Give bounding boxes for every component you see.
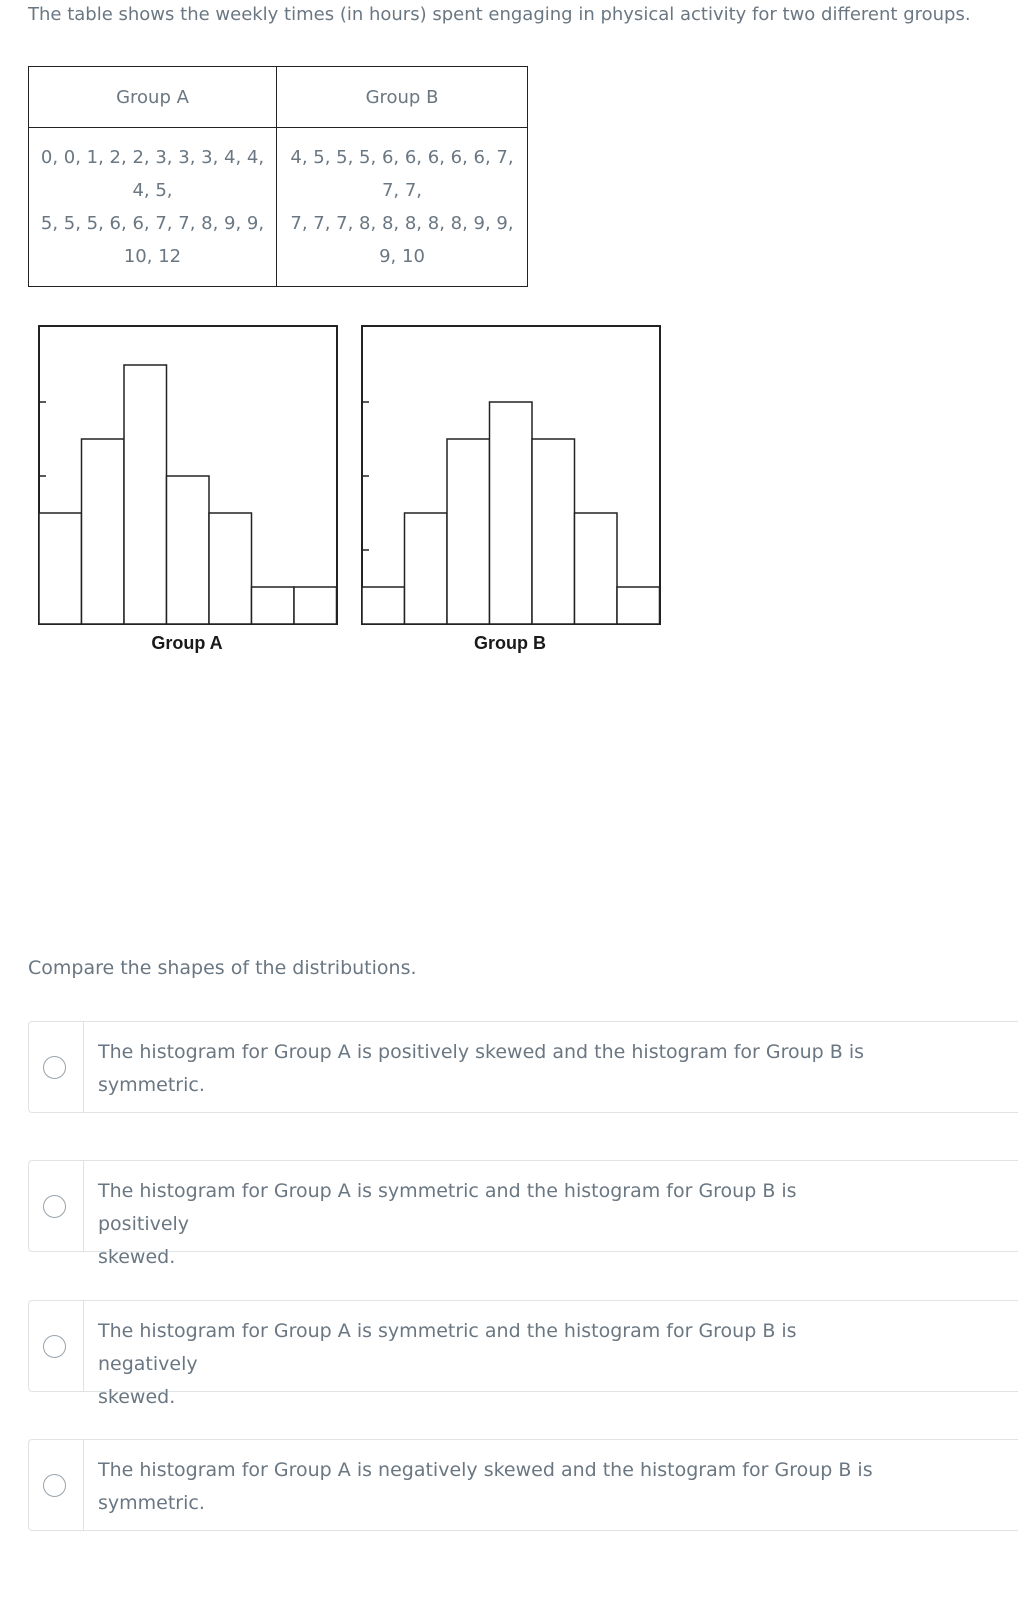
histogram-bar <box>82 439 125 624</box>
radio-column <box>29 1301 84 1391</box>
answer-option-line: symmetric. <box>98 1492 205 1514</box>
table-cell-group-b <box>277 128 528 287</box>
histogram-bar <box>532 439 575 624</box>
group-a-line: 4, 5, <box>132 180 173 201</box>
histogram-bar <box>294 587 337 624</box>
data-table <box>28 66 528 287</box>
histogram-group-a <box>38 325 338 625</box>
histogram-group-b-label: Group B <box>474 633 546 653</box>
histogram-group-a-svg <box>38 325 338 625</box>
answer-option-text <box>98 1315 888 1414</box>
answer-option-text <box>98 1175 888 1274</box>
answer-option-line: The histogram for Group A is negatively skewed and the histogram for Group B is <box>98 1459 873 1481</box>
answer-option-line: symmetric. <box>98 1074 205 1096</box>
histogram-group-a-label: Group A <box>151 633 223 653</box>
answer-option[interactable] <box>28 1160 1018 1268</box>
radio-button[interactable] <box>43 1474 66 1497</box>
histogram-bar <box>362 587 405 624</box>
answer-option-text <box>98 1036 888 1102</box>
answer-option[interactable] <box>28 1439 1018 1531</box>
table-header-group-b: Group B <box>277 67 528 128</box>
answer-option-line: The histogram for Group A is symmetric and the histogram for Group B is positively <box>98 1180 797 1235</box>
histogram-bar <box>575 513 618 624</box>
radio-button[interactable] <box>43 1335 66 1358</box>
radio-column <box>29 1161 84 1251</box>
histogram-bar <box>124 365 167 624</box>
group-a-line: 5, 5, 5, 6, 6, 7, 7, 8, 9, 9, <box>40 213 265 234</box>
answer-option[interactable] <box>28 1021 1018 1113</box>
histogram-bar <box>167 476 210 624</box>
histogram-bar <box>39 513 82 624</box>
radio-column <box>29 1440 84 1530</box>
answer-option-line: The histogram for Group A is positively skewed and the histogram for Group B is <box>98 1041 865 1063</box>
group-b-line: 7, 7, <box>381 180 423 201</box>
table-cell-group-a <box>29 128 277 287</box>
group-b-line: 7, 7, 7, 8, 8, 8, 8, 8, 9, 9, <box>290 213 514 234</box>
group-b-line: 4, 5, 5, 5, 6, 6, 6, 6, 6, 7, <box>290 147 514 168</box>
answer-option-line: The histogram for Group A is symmetric and the histogram for Group B is negatively <box>98 1320 797 1375</box>
intro-text: The table shows the weekly times (in hours) spent engaging in physical activity for two different groups. <box>28 4 971 25</box>
answer-option[interactable] <box>28 1300 1018 1408</box>
histogram-bar <box>447 439 490 624</box>
histogram-bar <box>490 402 533 624</box>
answer-option-text <box>98 1454 888 1520</box>
question-text: Compare the shapes of the distributions. <box>28 957 417 979</box>
answer-option-line: skewed. <box>98 1386 176 1408</box>
histogram-bar <box>252 587 295 624</box>
group-a-line: 10, 12 <box>123 246 182 267</box>
histogram-bar <box>209 513 252 624</box>
histogram-group-b-svg <box>361 325 661 625</box>
group-b-line: 9, 10 <box>379 246 425 267</box>
radio-button[interactable] <box>43 1056 66 1079</box>
table-header-group-a: Group A <box>29 67 277 128</box>
histogram-bar <box>617 587 660 624</box>
group-a-line: 0, 0, 1, 2, 2, 3, 3, 3, 4, 4, <box>40 147 265 168</box>
radio-button[interactable] <box>43 1195 66 1218</box>
histogram-bar <box>405 513 448 624</box>
histogram-group-b <box>361 325 661 625</box>
answer-option-line: skewed. <box>98 1246 176 1268</box>
radio-column <box>29 1022 84 1112</box>
